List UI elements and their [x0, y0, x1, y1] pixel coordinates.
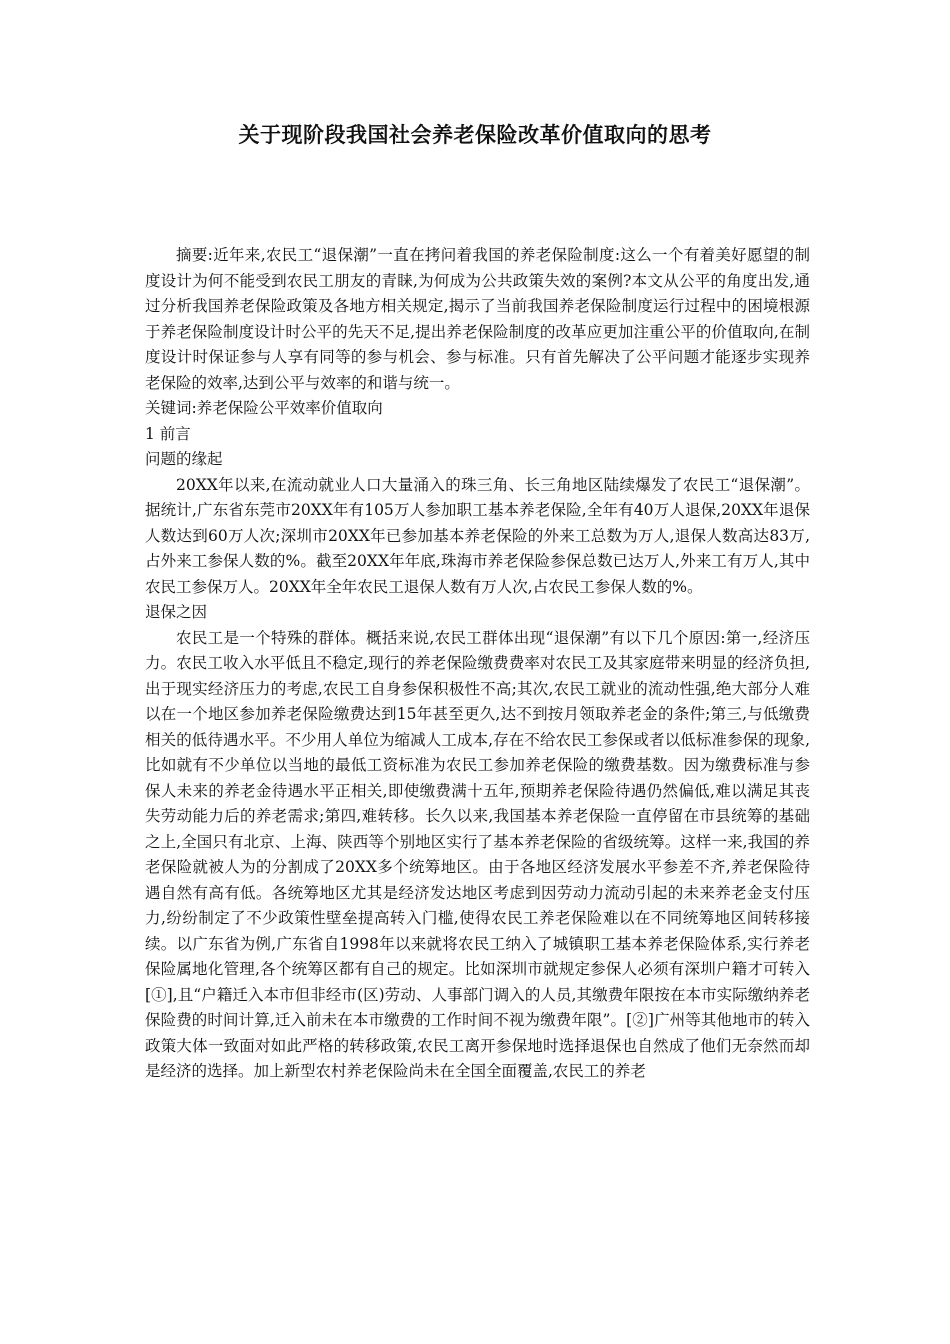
subsection-heading: 问题的缘起 [145, 450, 223, 468]
document-body [145, 243, 810, 1085]
keywords-line: 关键词:养老保险公平效率价值取向 [145, 399, 383, 417]
document-title: 关于现阶段我国社会养老保险改革价值取向的思考 [238, 123, 712, 147]
body-paragraph: 农民工是一个特殊的群体。概括来说,农民工群体出现“退保潮”有以下几个原因:第一,经济压力。农民工收入水平低且不稳定,现行的养老保险缴费费率对农民工及其家庭带来明显的经济负担,出于现实经济压力的考虑,农民工自身参保积极性不高;其次,农民工就业的流动性强,绝大部分人难以在一个地区参加养老保险缴费达到15年甚至更久,达不到按月领取养老金的条件;第三,与低缴费相关的低待遇水平。不少用人单位为缩减人工成本,存在不给农民工参保或者以低标准参保的现象,比如就有不少单位以当地的最低工资标准为农民工参加养老保险的缴费基数。因为缴费标准与参保人未来的养老金待遇水平正相关,即使缴费满十五年,预期养老保险待遇仍然偏低,难以满足其丧失劳动能力后的养老需求;第四,难转移。长久以来,我国基本养老保险一直停留在市县统筹的基础之上,全国只有北京、上海、陕西等个别地区实行了基本养老保险的省级统筹。这样一来,我国的养老保险就被人为的分割成了20XX多个统筹地区。由于各地区经济发展水平参差不齐,养老保险待遇自然有高有低。各统筹地区尤其是经济发达地区考虑到因劳动力流动引起的未来养老金支付压力,纷纷制定了不少政策性壁垒提高转入门槛,使得农民工养老保险难以在不同统筹地区间转移接续。以广东省为例,广东省自1998年以来就将农民工纳入了城镇职工基本养老保险体系,实行养老保险属地化管理,各个统筹区都有自己的规定。比如深圳市就规定参保人必须有深圳户籍才可转入[①],且“户籍迁入本市但非经市(区)劳动、人事部门调入的人员,其缴费年限按在本市实际缴纳养老保险费的时间计算,迁入前未在本市缴费的工作时间不视为缴费年限”。[②]广州等其他地市的转入政策大体一致面对如此严格的转移政策,农民工离开参保地时选择退保也自然成了他们无奈然而却是经济的选择。加上新型农村养老保险尚未在全国全面覆盖,农民工的养老 [145, 628, 810, 1080]
abstract-paragraph: 摘要:近年来,农民工“退保潮”一直在拷问着我国的养老保险制度:这么一个有着美好愿望的制度设计为何不能受到农民工朋友的青睐,为何成为公共政策失效的案例?本文从公平的角度出发,通过分析我国养老保险政策及各地方相关规定,揭示了当前我国养老保险制度运行过程中的困境根源于养老保险制度设计时公平的先天不足,提出养老保险制度的改革应更加注重公平的价值取向,在制度设计时保证参与人享有同等的参与机会、参与标准。只有首先解决了公平问题才能逐步实现养老保险的效率,达到公平与效率的和谐与统一。 [145, 246, 810, 392]
subsection-heading: 退保之因 [145, 603, 208, 621]
body-paragraph: 20XX年以来,在流动就业人口大量涌入的珠三角、长三角地区陆续爆发了农民工“退保潮”。据统计,广东省东莞市20XX年有105万人参加职工基本养老保险,全年有40万人退保,20XX年退保人数达到60万人次;深圳市20XX年已参加基本养老保险的外来工总数为万人,退保人数高达83万,占外来工参保人数的%。截至20XX年年底,珠海市养老保险参保总数已达万人,外来工有万人,其中农民工参保万人。20XX年全年农民工退保人数有万人次,占农民工参保人数的%。 [145, 475, 810, 596]
section-heading: 1 前言 [145, 424, 191, 443]
